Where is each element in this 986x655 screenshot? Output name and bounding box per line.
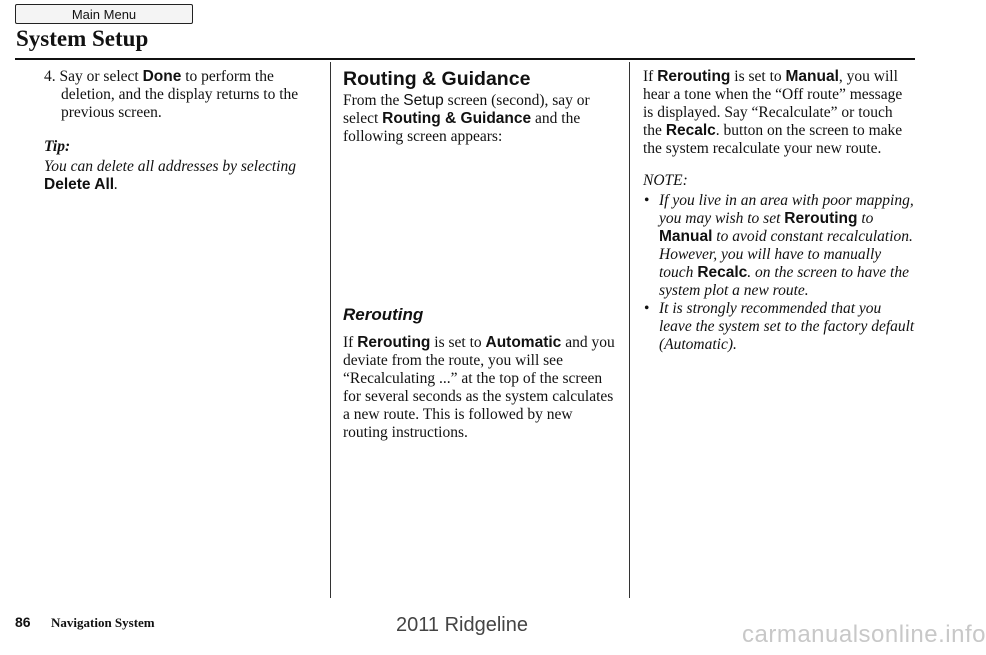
intro-paragraph — [343, 92, 615, 146]
p-text: If — [643, 68, 658, 85]
body-text: If — [343, 334, 358, 351]
note-text-2: to avoid constant recalculation. However, you will have to manually touch — [659, 228, 913, 281]
tip-text — [44, 158, 304, 194]
rerouting-label: Rerouting — [784, 210, 858, 227]
p-text-2: is set to — [730, 68, 786, 85]
bullet: • — [644, 192, 650, 209]
rerouting-label: Rerouting — [657, 68, 731, 85]
model-watermark: 2011 Ridgeline — [396, 614, 528, 636]
note-item — [643, 192, 915, 300]
tip-label: Tip: — [44, 138, 71, 155]
step-text: Say or select — [59, 68, 143, 85]
manual-label: Manual — [659, 228, 713, 245]
tip-end: . — [114, 176, 118, 193]
p-text-3: , you will hear a tone when the “Off route” message is displayed. Say “Recalculate” or touch the — [643, 68, 903, 139]
section-heading: Routing & Guidance — [343, 68, 531, 90]
note-text: It is strongly recommended that you leave the system set to the factory default (Automatic). — [659, 300, 915, 353]
screen-image-area — [343, 155, 615, 305]
intro-text-3: and the following screen appears: — [343, 110, 581, 145]
rerouting-label: Rerouting — [357, 334, 431, 351]
note-text: If you live in an area with poor mapping, you may wish to set — [659, 192, 914, 227]
column-divider-1 — [330, 62, 331, 598]
done-label: Done — [142, 68, 182, 85]
rerouting-subheading: Rerouting — [343, 305, 424, 324]
intro-text-2: screen (second), say or select — [343, 92, 590, 127]
main-menu-button[interactable]: Main Menu — [15, 4, 193, 24]
step-text-end: to perform the deletion, and the display returns to the previous screen. — [61, 68, 299, 121]
body-text-3: and you deviate from the route, you will see “Recalculating ...” at the top of the screen for several seconds as the system calculates a new route. This is followed by new routing instructions. — [343, 334, 615, 441]
body-text-2: is set to — [430, 334, 486, 351]
column-2 — [343, 68, 615, 451]
routing-guidance-label: Routing & Guidance — [382, 110, 532, 127]
note-text-to: to — [857, 210, 874, 227]
bullet: • — [644, 300, 650, 317]
step-number: 4. — [44, 68, 60, 85]
recalc-label: Recalc — [697, 264, 748, 281]
rerouting-paragraph — [343, 334, 615, 442]
p-text-4: . button on the screen to make the system recalculate your new route. — [643, 122, 903, 157]
footer-section-label: Navigation System — [51, 615, 155, 630]
automatic-label: Automatic — [485, 334, 562, 351]
title-rule — [15, 58, 915, 60]
note-text-3: . on the screen to have the system plot a new route. — [659, 264, 909, 299]
column-3 — [643, 68, 915, 354]
manual-label: Manual — [785, 68, 839, 85]
site-watermark: carmanualsonline.info — [742, 621, 986, 648]
delete-all-label: Delete All — [44, 176, 115, 193]
column-divider-2 — [629, 62, 630, 598]
column-1 — [44, 68, 304, 203]
page-title: System Setup — [16, 26, 149, 51]
manual-paragraph — [643, 68, 915, 158]
intro-text: From the — [343, 92, 404, 109]
notes-list — [643, 192, 915, 354]
recalc-label: Recalc — [665, 122, 716, 139]
step-4 — [44, 68, 304, 122]
tip-body: You can delete all addresses by selecting — [44, 158, 296, 175]
note-label: NOTE: — [643, 172, 688, 189]
setup-label: Setup — [403, 92, 444, 109]
note-item — [643, 300, 915, 354]
page-number: 86 — [15, 614, 31, 630]
